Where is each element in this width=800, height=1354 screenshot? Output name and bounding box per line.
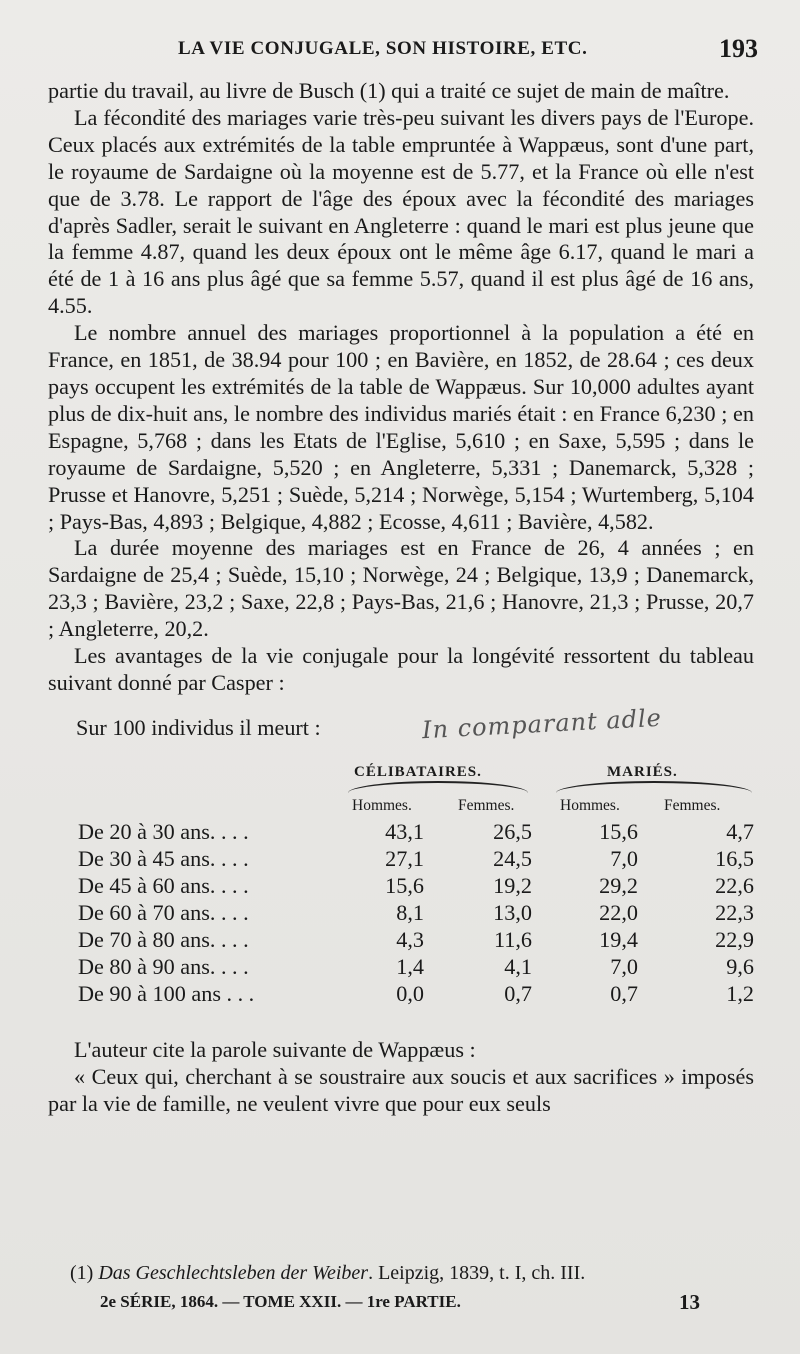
cell-celib-femmes: 0,7 [504,980,532,1006]
cell-maries-hommes: 29,2 [599,872,638,898]
cell-maries-hommes: 22,0 [599,899,638,925]
row-label: De 30 à 45 ans. . . . [78,845,249,871]
table-row [48,954,754,981]
cell-celib-femmes: 13,0 [493,899,532,925]
footnote-title: Das Geschlechtsleben der Weiber [98,1262,369,1284]
cell-celib-femmes: 26,5 [493,818,532,844]
footnote-rest: . Leipzig, 1839, t. I, ch. III. [368,1262,586,1284]
footnote [70,1262,585,1285]
cell-maries-hommes: 15,6 [599,818,638,844]
cell-celib-hommes: 4,3 [396,926,424,952]
mortality-table [48,697,754,1037]
cell-maries-hommes: 7,0 [610,953,638,979]
cell-celib-hommes: 0,0 [396,980,424,1006]
cell-celib-hommes: 43,1 [385,818,424,844]
pencil-annotation: In comparant adle [421,703,663,745]
footnote-marker: (1) [70,1262,94,1284]
cell-maries-hommes: 0,7 [610,980,638,1006]
table-row [48,819,754,846]
row-label: De 70 à 80 ans. . . . [78,926,249,952]
paragraph: L'auteur cite la parole suivante de Wappæus : [74,1036,476,1062]
table-row [48,900,754,927]
series-info: 2e SÉRIE, 1864. — TOME XXII. — 1re PARTIE. [100,1292,461,1311]
paragraph: Le nombre annuel des mariages proportionnel à la population a été en France, en 1851, de 38.94 pour 100 ; en Bavière, en 1852, de 28.64 ; ces deux pays occupent les extrémités de la table de Wappæus. Sur 10,000 adultes ayant plus de dix-huit ans, le nombre des individus mariés était : en France 6,230 ; en Espagne, 5,768 ; dans les Etats de l'Eglise, 5,610 ; en Saxe, 5,595 ; dans le royaume de Sardaigne, 5,520 ; en Angleterre, 5,331 ; Danemarck, 5,328 ; Prusse et Hanovre, 5,251 ; Suède, 5,214 ; Norwège, 5,154 ; Wurtemberg, 5,104 ; Pays-Bas, 4,893 ; Belgique, 4,882 ; Ecosse, 4,611 ; Bavière, 4,582. [48,320,754,534]
cell-maries-femmes: 16,5 [715,845,754,871]
quotation: « Ceux qui, cherchant à se soustraire aux soucis et aux sacrifices » imposés par la vie de famille, ne veulent vivre que pour eux seuls [48,1063,754,1116]
group-header-celibataires: CÉLIBATAIRES. [354,763,482,780]
table-intro: Sur 100 individus il meurt : [76,714,321,740]
column-header: Hommes. [560,796,620,814]
table-row [48,927,754,954]
column-header: Hommes. [352,796,412,814]
column-header: Femmes. [458,796,515,814]
cell-celib-hommes: 8,1 [396,899,424,925]
table-row [48,981,754,1008]
paragraph: Les avantages de la vie conjugale pour la longévité ressortent du tableau suivant donné par Casper : [48,643,754,695]
cell-maries-femmes: 9,6 [726,953,754,979]
cell-maries-hommes: 7,0 [610,845,638,871]
cell-maries-femmes: 22,6 [715,872,754,898]
cell-maries-femmes: 22,3 [715,899,754,925]
row-label: De 45 à 60 ans. . . . [78,872,249,898]
row-label: De 90 à 100 ans . . . [78,980,255,1006]
paragraph: La durée moyenne des mariages est en France de 26, 4 années ; en Sardaigne de 25,4 ; Suède, 15,10 ; Norwège, 24 ; Belgique, 13,9 ; Danemarck, 23,3 ; Bavière, 23,2 ; Saxe, 22,8 ; Pays-Bas, 21,6 ; Hanovre, 21,3 ; Prusse, 20,7 ; Angleterre, 20,2. [48,535,754,642]
table-row [48,873,754,900]
signature-number: 13 [679,1290,700,1314]
paragraph: La fécondité des mariages varie très-peu suivant les divers pays de l'Europe. Ceux placés aux extrémités de la table empruntée à Wappæus, sont d'une part, le royaume de Sardaigne où la moyenne est de 5.77, et la France où elle n'est que de 3.78. Le rapport de l'âge des époux avec la fécondité des mariages d'après Sadler, serait le suivant en Angleterre : quand le mari est plus jeune que la femme 4.87, quand les deux époux ont le même âge 6.17, quand le mari a été de 1 à 16 ans plus âgé que sa femme 5.57, quand il est plus âgé de 16 ans, 4.55. [48,104,754,319]
row-label: De 60 à 70 ans. . . . [78,899,249,925]
row-label: De 20 à 30 ans. . . . [78,818,249,844]
group-header-maries: MARIÉS. [607,763,678,780]
cell-maries-femmes: 4,7 [726,818,754,844]
body-text [48,78,754,1118]
page-number: 193 [719,34,758,63]
cell-maries-femmes: 1,2 [726,980,754,1006]
table-row [48,846,754,873]
row-label: De 80 à 90 ans. . . . [78,953,249,979]
cell-celib-hommes: 27,1 [385,845,424,871]
cell-celib-hommes: 15,6 [385,872,424,898]
cell-celib-femmes: 24,5 [493,845,532,871]
page-header [48,34,758,74]
cell-celib-femmes: 11,6 [493,926,532,952]
column-header: Femmes. [664,796,721,814]
cell-celib-femmes: 4,1 [504,953,532,979]
running-head: LA VIE CONJUGALE, SON HISTOIRE, ETC. [178,38,588,59]
paragraph: partie du travail, au livre de Busch (1) qui a traité ce sujet de main de maître. [48,78,730,103]
cell-celib-hommes: 1,4 [396,953,424,979]
cell-maries-hommes: 19,4 [599,926,638,952]
brace-maries [556,781,752,793]
cell-celib-femmes: 19,2 [493,872,532,898]
cell-maries-femmes: 22,9 [715,926,754,952]
